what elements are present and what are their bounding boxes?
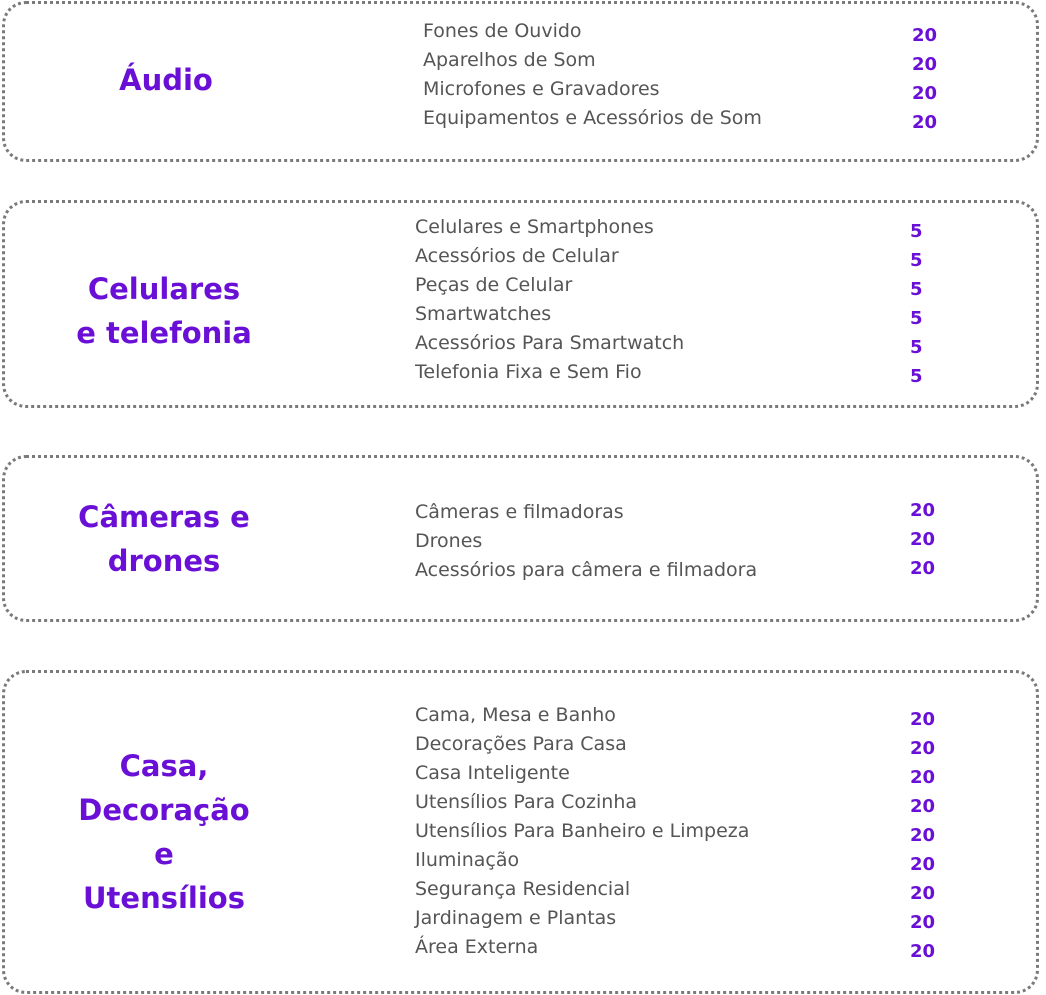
list-item (415, 213, 1015, 242)
subcategory-count: 20 (910, 796, 936, 817)
subcategory-label: Acessórios de Celular (415, 245, 619, 267)
subcategory-count: 5 (910, 337, 923, 358)
subcategory-count: 20 (910, 883, 936, 904)
subcategory-label: Iluminação (415, 849, 520, 871)
subcategory-label: Smartwatches (415, 303, 552, 325)
subcategory-count: 20 (910, 912, 936, 933)
list-item (415, 300, 1015, 329)
list-item (415, 788, 1015, 817)
subcategory-count: 20 (912, 83, 938, 104)
category-title-line: drones (107, 544, 221, 578)
subcategory-count: 5 (910, 250, 923, 271)
subcategory-label: Jardinagem e Plantas (415, 907, 617, 929)
subcategory-label: Câmeras e filmadoras (415, 501, 624, 523)
subcategory-count: 20 (910, 825, 936, 846)
list-item (423, 17, 1023, 46)
subcategory-label: Área Externa (415, 936, 539, 958)
list-item (415, 817, 1015, 846)
subcategory-label: Acessórios para câmera e filmadora (415, 559, 758, 581)
subcategory-label: Peças de Celular (415, 274, 573, 296)
list-item (415, 242, 1015, 271)
subcategory-count: 20 (912, 112, 938, 133)
subcategory-label: Drones (415, 530, 483, 552)
category-title-line: Celulares (87, 272, 241, 306)
subcategory-count: 20 (910, 529, 936, 550)
list-item (415, 875, 1015, 904)
subcategory-list-celulares (415, 213, 1015, 387)
category-title-casa (54, 744, 274, 920)
list-item (415, 556, 1015, 585)
list-item (415, 527, 1015, 556)
subcategory-label: Utensílios Para Cozinha (415, 791, 637, 813)
subcategory-count: 20 (912, 54, 938, 75)
subcategory-label: Celulares e Smartphones (415, 216, 654, 238)
subcategory-label: Casa Inteligente (415, 762, 570, 784)
list-item (415, 904, 1015, 933)
subcategory-label: Equipamentos e Acessórios de Som (423, 107, 762, 129)
subcategory-count: 20 (910, 854, 936, 875)
subcategory-label: Acessórios Para Smartwatch (415, 332, 685, 354)
subcategory-count: 20 (910, 709, 936, 730)
category-title-line: Decoração (78, 793, 250, 827)
category-title-line: e telefonia (76, 316, 252, 350)
list-item (423, 46, 1023, 75)
category-title-celulares (54, 267, 274, 355)
subcategory-label: Microfones e Gravadores (423, 78, 660, 100)
subcategory-count: 20 (910, 738, 936, 759)
subcategory-count: 20 (910, 500, 936, 521)
subcategory-count: 5 (910, 308, 923, 329)
subcategory-count: 5 (910, 221, 923, 242)
list-item (423, 75, 1023, 104)
list-item (415, 933, 1015, 962)
category-title-line: Câmeras e (78, 500, 250, 534)
subcategory-label: Cama, Mesa e Banho (415, 704, 616, 726)
subcategory-label: Decorações Para Casa (415, 733, 627, 755)
list-item (415, 358, 1015, 387)
list-item (415, 759, 1015, 788)
list-item (423, 104, 1023, 133)
list-item (415, 846, 1015, 875)
subcategory-label: Segurança Residencial (415, 878, 631, 900)
list-item (415, 329, 1015, 358)
list-item (415, 701, 1015, 730)
category-title-line: Casa, (119, 749, 209, 783)
subcategory-list-casa (415, 701, 1015, 962)
subcategory-count: 20 (910, 558, 936, 579)
category-title-line: Áudio (119, 63, 213, 97)
list-item (415, 730, 1015, 759)
list-item (415, 271, 1015, 300)
subcategory-count: 5 (910, 279, 923, 300)
subcategory-list-audio (423, 17, 1023, 133)
list-item (415, 498, 1015, 527)
category-title-line: e (154, 837, 174, 871)
subcategory-count: 20 (910, 767, 936, 788)
category-title-audio (64, 58, 268, 102)
subcategory-count: 20 (910, 941, 936, 962)
category-title-cameras (54, 495, 274, 583)
subcategory-label: Telefonia Fixa e Sem Fio (415, 361, 642, 383)
subcategory-label: Aparelhos de Som (423, 49, 596, 71)
subcategory-count: 5 (910, 366, 923, 387)
subcategory-label: Utensílios Para Banheiro e Limpeza (415, 820, 750, 842)
subcategory-list-cameras (415, 498, 1015, 585)
subcategory-count: 20 (912, 25, 938, 46)
subcategory-label: Fones de Ouvido (423, 20, 582, 42)
category-title-line: Utensílios (83, 881, 245, 915)
